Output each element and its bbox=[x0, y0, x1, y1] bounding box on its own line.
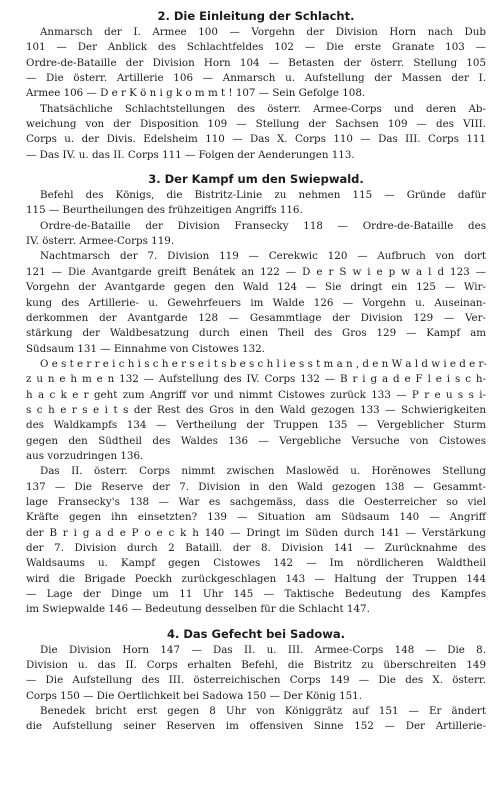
paragraph bbox=[26, 464, 486, 617]
text-line: Befehl des Königs, die Bistritz-Linie zu nehmen 115 — Gründe dafür bbox=[40, 189, 486, 202]
text-line: Thatsächliche Schlachtstellungen des österr. Armee-Corps und deren Ab- bbox=[40, 102, 486, 115]
text-line: Corps u. der Divis. Edelsheim 110 — Das X. Corps 110 — Das III. Corps 111 bbox=[26, 133, 486, 146]
text-line: Vorgehn der Avantgarde gegen den Wald 124 — Sie dringt ein 125 — Wir- bbox=[26, 281, 486, 294]
text-line: Nachtmarsch der 7. Division 119 — Cerekwic 120 — Aufbruch von dort bbox=[40, 250, 486, 263]
text-line: wird die Brigade Poeckh zurückgeschlagen 143 — Haltung der Truppen 144 bbox=[26, 572, 486, 585]
text-line: lage Fransecky's 138 — War es sachgemäss, dass die Oesterreicher so viel bbox=[26, 495, 486, 508]
text-line: Division u. das II. Corps erhalten Befehl, die Bistritz zu überschreiten 149 bbox=[26, 659, 486, 672]
paragraph bbox=[26, 704, 486, 735]
section-heading-3: 3. Der Kampf um den Swiepwald. bbox=[148, 172, 364, 187]
text-line: s c h e r s e i t s der Rest des Gros in den Wald gezogen 133 — Schwierigkeiten bbox=[26, 403, 486, 416]
text-line: kung des Artillerie- u. Gewehrfeuers im Walde 126 — Vorgehn u. Auseinan- bbox=[26, 296, 486, 309]
section-heading-2: 2. Die Einleitung der Schlacht. bbox=[157, 9, 355, 23]
text-line: weichung von der Disposition 109 — Stellung der Sachsen 109 — des VIII. bbox=[26, 118, 486, 131]
text-line: Südsaum 131 — Einnahme von Cistowes 132. bbox=[26, 342, 265, 355]
text-line: die Aufstellung seiner Reserven im offensiven Sinne 152 — Der Artillerie- bbox=[26, 720, 486, 733]
text-line: Corps 150 — Die Oertlichkeit bei Sadowa 150 — Der König 151. bbox=[26, 689, 363, 702]
text-line: Kräfte gegen ihn einsetzten? 139 — Situation am Südsaum 140 — Angriff bbox=[26, 511, 486, 524]
text-line: — Lage der Dinge um 11 Uhr 145 — Taktische Bedeutung des Kampfes bbox=[26, 588, 486, 601]
text-line: der 7. Division durch 2 Bataill. der 8. Division 141 — Zurücknahme des bbox=[26, 542, 486, 554]
section-heading-4: 4. Das Gefecht bei Sadowa. bbox=[167, 626, 345, 641]
text-line: — Die österr. Artillerie 106 — Anmarsch u. Aufstellung der Massen der I. bbox=[26, 72, 486, 85]
text-line: 137 — Die Reserve der 7. Division in den Wald gezogen 138 — Gesammt- bbox=[26, 480, 486, 493]
text-line: der B r i g a d e P o e c k h 140 — Dringt im Süden durch 141 — Verstärkung bbox=[26, 526, 486, 539]
text-line: Ordre-de-Bataille der Division Horn 104 — Betasten der österr. Stellung 105 bbox=[26, 56, 486, 69]
text-line: O e s t e r r e i c h i s c h e r s e i t s b e s c h l i e s s t m a n , d e n W a l d w i e d e r- bbox=[40, 357, 487, 370]
text-line: des Waldkampfs 134 — Vertheilung der Truppen 135 — Vergeblicher Sturm bbox=[26, 419, 486, 432]
text-line: stärkung der Waldbesatzung durch einen Theil des Gros 129 — Kampf am bbox=[26, 327, 486, 340]
text-line: Waldsaums u. Kampf gegen Cistowes 142 — Im nördlicheren Waldtheil bbox=[26, 557, 486, 570]
paragraph bbox=[26, 102, 486, 163]
text-line: Ordre-de-Bataille der Division Fransecky 118 — Ordre-de-Bataille des bbox=[40, 219, 486, 232]
paragraph bbox=[26, 357, 486, 464]
text-line: IV. österr. Armee-Corps 119. bbox=[26, 235, 175, 248]
text-line: — Das IV. u. das II. Corps 111 — Folgen der Aenderungen 113. bbox=[26, 148, 355, 161]
paragraph bbox=[26, 25, 486, 102]
text-line: Anmarsch der I. Armee 100 — Vorgehn der Division Horn nach Dub bbox=[40, 26, 486, 38]
text-line: Die Division Horn 147 — Das II. u. III. Armee-Corps 148 — Die 8. bbox=[40, 643, 486, 656]
text-line: gegen den Südtheil des Waldes 136 — Vergebliche Versuche von Cistowes bbox=[26, 434, 486, 447]
paragraph bbox=[26, 188, 486, 219]
text-line: Armee 106 — D e r K ö n i g k o m m t ! 107 — Sein Gefolge 108. bbox=[26, 87, 366, 100]
paragraph bbox=[26, 249, 486, 356]
text-line: — Die Aufstellung des III. österreichischen Corps 149 — Die des X. österr. bbox=[26, 674, 486, 687]
text-line: im Swiepwalde 146 — Bedeutung desselben für die Schlacht 147. bbox=[26, 603, 370, 616]
text-line: Benedek bricht erst gegen 8 Uhr von Königgrätz auf 151 — Er ändert bbox=[40, 705, 486, 718]
text-line: 101 — Der Anblick des Schlachtfeldes 102 — Die erste Granate 103 — bbox=[26, 41, 486, 54]
paragraph bbox=[26, 643, 486, 704]
text-line: Das II. österr. Corps nimmt zwischen Maslowĕd u. Horĕnowes Stellung bbox=[40, 465, 486, 478]
text-line: 121 — Die Avantgarde greift Benátek an 122 — D e r S w i e p w a l d 123 — bbox=[26, 265, 486, 278]
text-line: aus vorzudringen 136. bbox=[26, 449, 144, 462]
text-line: h a c k e r geht zum Angriff vor und nimmt Cistowes zurück 133 — P r e u s s i- bbox=[26, 388, 486, 401]
text-line: derkommen der Avantgarde 128 — Gesammtlage der Division 129 — Ver- bbox=[26, 311, 486, 324]
text-line: z u n e h m e n 132 — Aufstellung des IV. Corps 132 — B r i g a d e F l e i s c h- bbox=[26, 373, 486, 386]
paragraph bbox=[26, 219, 486, 250]
text-line: 115 — Beurtheilungen des frühzeitigen Angriffs 116. bbox=[26, 204, 303, 217]
